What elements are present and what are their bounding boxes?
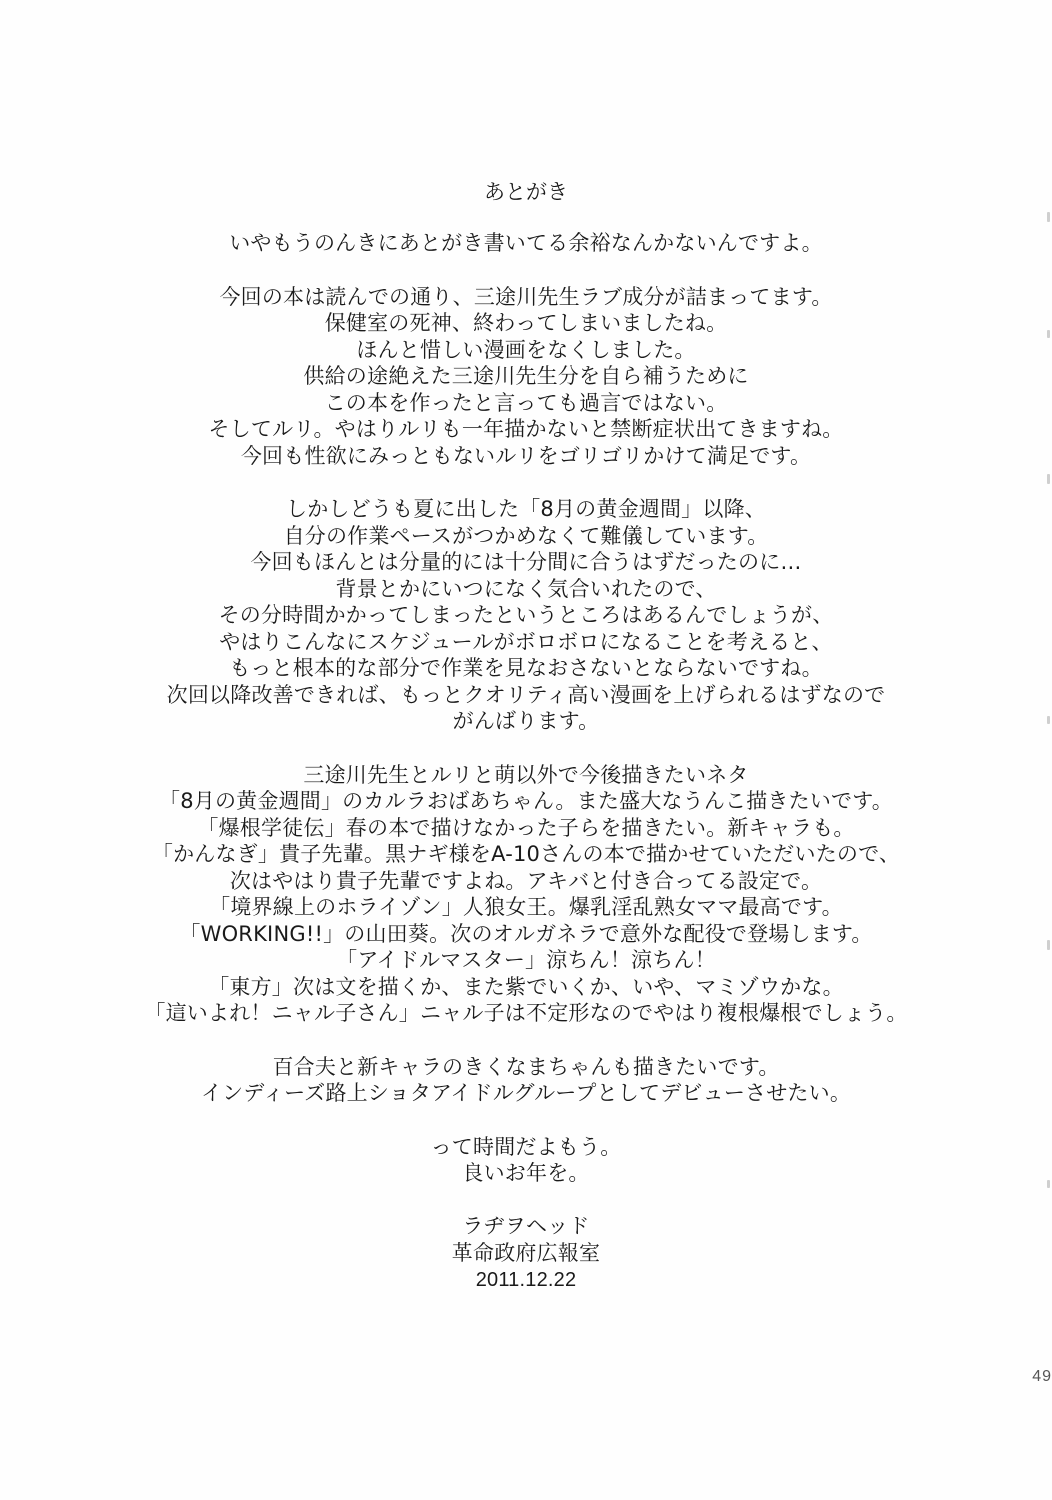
text-line: この本を作ったと言っても過言ではない。	[324, 390, 728, 415]
page-number: 49	[1032, 1368, 1052, 1385]
text-line: 百合夫と新キャラのきくなまちゃんも描きたいです。	[272, 1054, 780, 1079]
text-line: 「爆根学徒伝」春の本で描けなかった子らを描きたい。新キャラも。	[197, 815, 855, 840]
paragraph-2	[90, 284, 962, 470]
text-line: 「WORKING!!」の山田葵。次のオルガネラで意外な配役で登場します。	[179, 921, 873, 946]
edge-mark	[1047, 474, 1050, 484]
edge-mark	[1047, 330, 1050, 338]
text-line: 次回以降改善できれば、もっとクオリティ高い漫画を上げられるはずなので	[166, 682, 886, 707]
text-line: しかしどうも夏に出した「8月の黄金週間」以降、	[286, 497, 766, 521]
text-line: 「8月の黄金週間」のカルラおばあちゃん。また盛大なうんこ描きたいです。	[159, 789, 893, 813]
edge-mark	[1047, 716, 1050, 724]
text-line: 「東方」次は文を描くか、また紫でいくか、いや、マミゾウかな。	[208, 974, 844, 999]
circle-name: 革命政府広報室	[451, 1240, 601, 1265]
text-line: 三途川先生とルリと萌以外で今後描きたいネタ	[303, 762, 749, 787]
text-line: 自分の作業ペースがつかめなくて難儀しています。	[283, 523, 769, 548]
edge-mark	[1047, 940, 1050, 950]
text-line: がんばります。	[452, 709, 600, 733]
text-line: 供給の途絶えた三途川先生分を自ら補うために	[303, 364, 749, 388]
text-line: インディーズ路上ショタアイドルグループとしてデビューさせたい。	[200, 1081, 852, 1105]
text-line: 「境界線上のホライゾン」人狼女王。爆乳淫乱熟女ママ最高です。	[209, 895, 843, 919]
afterword-text	[90, 176, 962, 1294]
text-line: 良いお年を。	[462, 1161, 590, 1185]
text-line: 次はやはり貴子先輩ですよね。アキバと付き合ってる設定で。	[229, 868, 823, 893]
paragraph-3	[90, 496, 962, 735]
text-line: ほんと惜しい漫画をなくしました。	[356, 337, 696, 362]
paragraph-1	[90, 230, 962, 257]
text-line: 「アイドルマスター」涼ちん！涼ちん！	[336, 948, 716, 972]
author-name: ラヂヲヘッド	[462, 1213, 590, 1238]
edge-mark	[1047, 1180, 1050, 1188]
paragraph-6	[90, 1134, 962, 1187]
text-line: って時間だよもう。	[430, 1134, 622, 1159]
text-line: もっと根本的な部分で作業を見なおさないとならないですね。	[229, 656, 823, 680]
date: 2011.12.22	[475, 1268, 577, 1291]
text-line: 背景とかにいつになく気合いれたので、	[335, 576, 717, 601]
page-title: あとがき	[484, 180, 568, 204]
text-line: やはりこんなにスケジュールがボロボロになることを考えると、	[219, 629, 833, 654]
paragraph-4	[90, 762, 962, 1027]
text-line: 今回も性欲にみっともないルリをゴリゴリかけて満足です。	[240, 443, 812, 468]
text-line: いやもうのんきにあとがき書いてる余裕なんかないんですよ。	[229, 231, 823, 255]
text-line: 「かんなぎ」貴子先輩。黒ナギ様をA-10さんの本で描かせていただいたので、	[151, 842, 901, 866]
text-line: 今回の本は読んでの通り、三途川先生ラブ成分が詰まってます。	[219, 284, 833, 309]
text-line: 今回もほんとは分量的には十分間に合うはずだったのに…	[250, 550, 802, 574]
paragraph-5	[90, 1054, 962, 1107]
text-line: 保健室の死神、終わってしまいましたね。	[324, 311, 728, 335]
text-line: その分時間かかってしまったというところはあるんでしょうが、	[218, 603, 834, 627]
signature	[90, 1213, 962, 1294]
edge-mark	[1047, 212, 1050, 222]
text-line: 「這いよれ！ニャル子さん」ニャル子は不定形なのでやはり複根爆根でしょう。	[144, 1001, 908, 1025]
text-line: そしてルリ。やはりルリも一年描かないと禁断症状出てきますね。	[208, 417, 844, 441]
